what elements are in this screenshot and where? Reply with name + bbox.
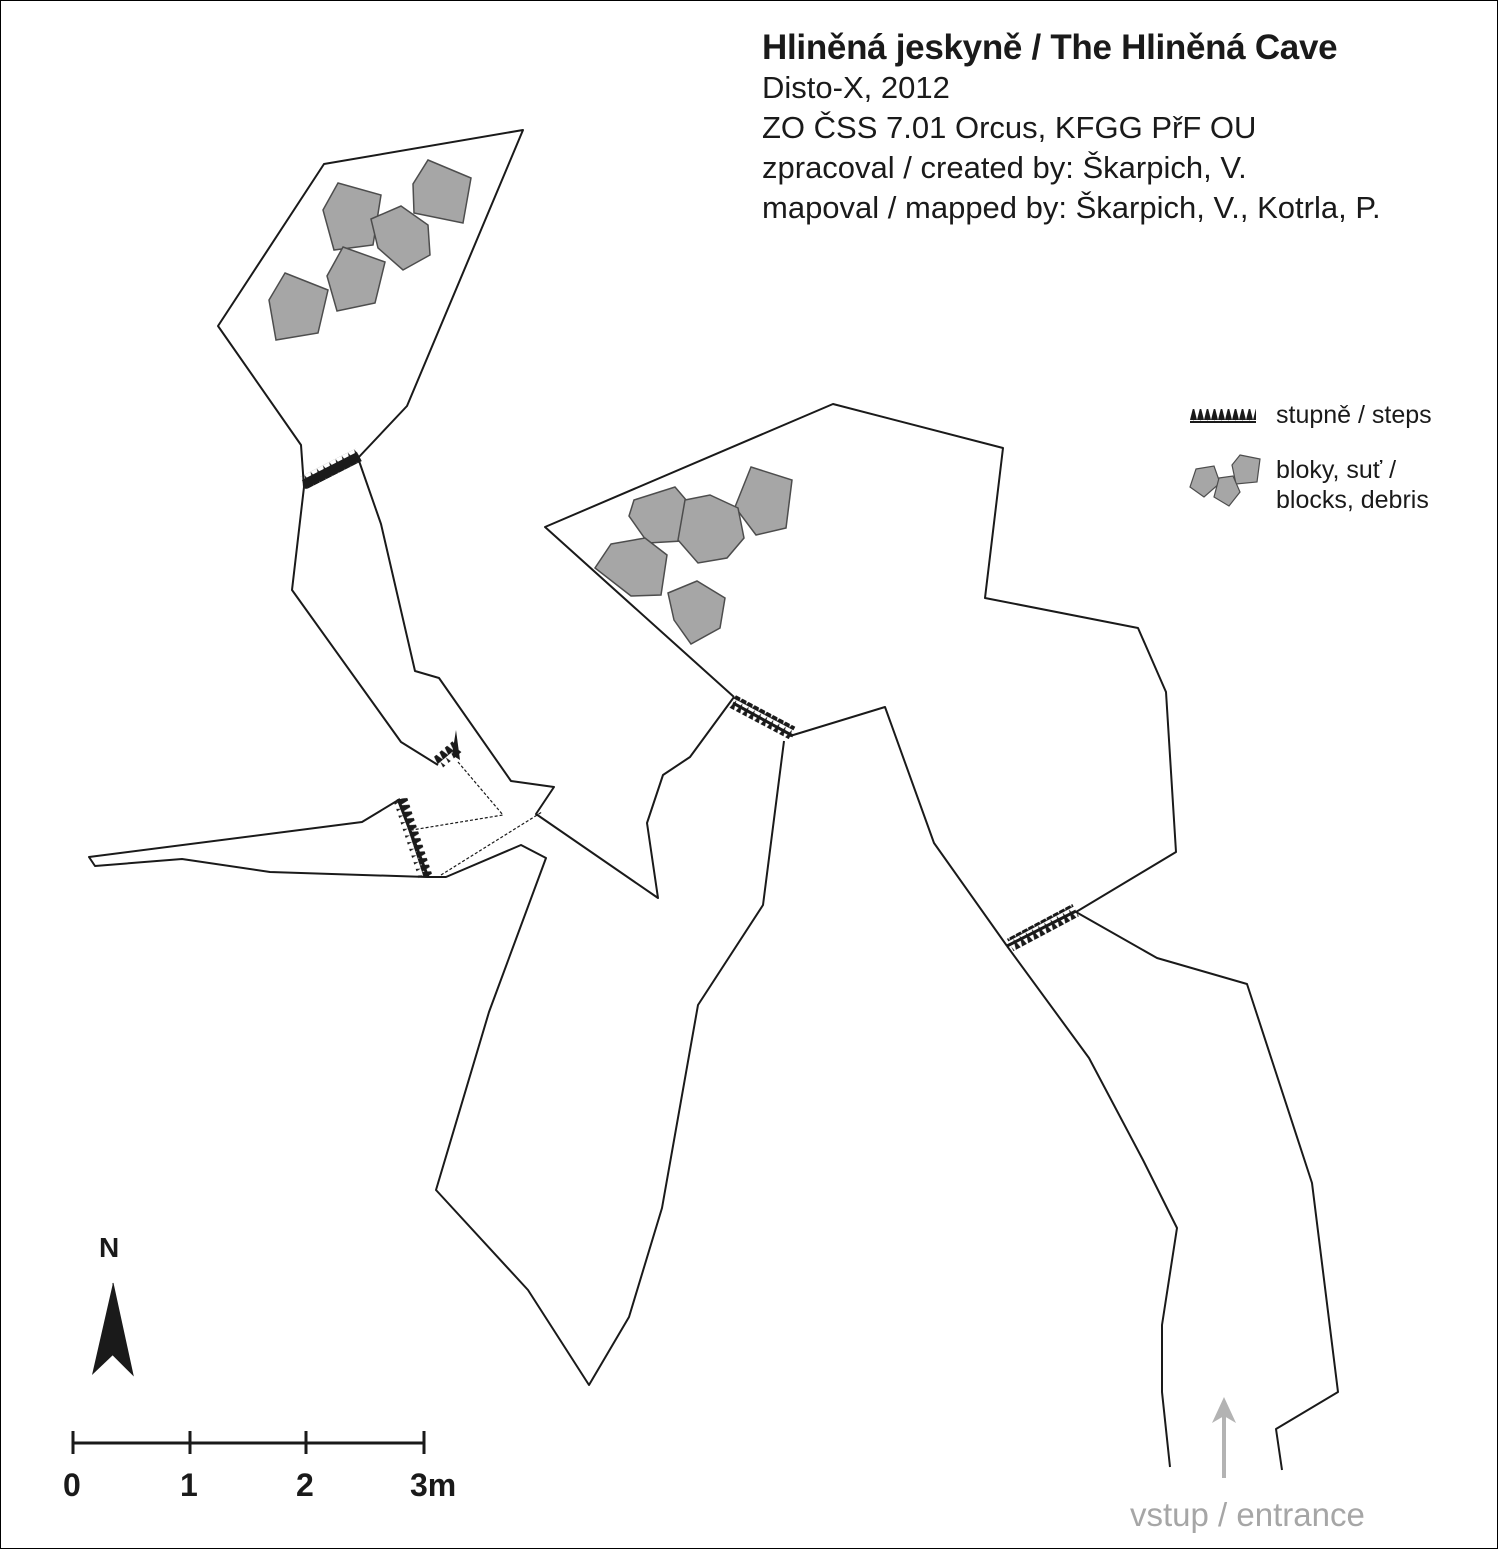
- block: [735, 467, 792, 535]
- legend-steps-label: stupně / steps: [1276, 401, 1432, 429]
- entrance-passage-west-wall: [1007, 946, 1177, 1467]
- north-label: N: [99, 1232, 120, 1263]
- map-title: Hliněná jeskyně / The Hliněná Cave: [762, 28, 1338, 67]
- block: [323, 183, 381, 250]
- legend-blocks-line2: blocks, debris: [1276, 486, 1429, 514]
- upper-chamber-wall: [218, 130, 523, 487]
- block: [327, 247, 385, 311]
- north-arrow: [92, 1283, 133, 1375]
- south-passage-wall: [427, 741, 784, 1385]
- west-branch-wall: [89, 799, 427, 877]
- scale-label-3: 3m: [410, 1467, 457, 1503]
- steps-east-chamber-line: [733, 703, 793, 736]
- title-block: [762, 28, 1381, 228]
- entrance-passage-east-wall: [1076, 912, 1338, 1470]
- survey-info-line: Disto-X, 2012: [762, 70, 950, 105]
- steps-entrance-line: [1007, 911, 1076, 946]
- legend-symbols: [1190, 409, 1260, 506]
- mapped-by-line: mapoval / mapped by: Škarpich, V., Kotrla, P.: [762, 190, 1381, 225]
- steps-west-branch-line: [398, 799, 428, 877]
- dotted-line-lower: [441, 812, 542, 875]
- east-chamber-outer-wall: [545, 404, 1176, 912]
- north-arrow-right-half: [113, 1283, 133, 1375]
- dotted-lines: [412, 762, 542, 875]
- dotted-line-upper: [412, 762, 503, 830]
- block: [678, 495, 744, 563]
- legend-blocks-label: [1276, 455, 1486, 515]
- created-by-line: zpracoval / created by: Škarpich, V.: [762, 150, 1247, 185]
- legend-blocks-icon: [1190, 455, 1260, 506]
- scale-bar: [73, 1431, 425, 1454]
- west-passage-west-wall: [292, 487, 438, 765]
- blocks-debris: [269, 160, 792, 644]
- entrance-arrow: [1212, 1397, 1236, 1478]
- block: [413, 160, 471, 223]
- legend-steps-icon: [1190, 409, 1256, 423]
- north-arrow-left-half: [92, 1283, 113, 1375]
- entrance-label: vstup / entrance: [1130, 1496, 1365, 1533]
- steps-upper-teeth: [300, 449, 362, 490]
- scale-label-0: 0: [63, 1467, 81, 1503]
- organization-line: ZO ČSS 7.01 Orcus, KFGG PřF OU: [762, 110, 1257, 145]
- block: [595, 538, 667, 596]
- scale-label-1: 1: [180, 1467, 198, 1503]
- scale-label-2: 2: [296, 1467, 314, 1503]
- east-chamber-wall: [790, 707, 1007, 946]
- legend-blocks-line1: bloky, suť /: [1276, 456, 1397, 484]
- block: [269, 273, 328, 340]
- block: [668, 581, 725, 644]
